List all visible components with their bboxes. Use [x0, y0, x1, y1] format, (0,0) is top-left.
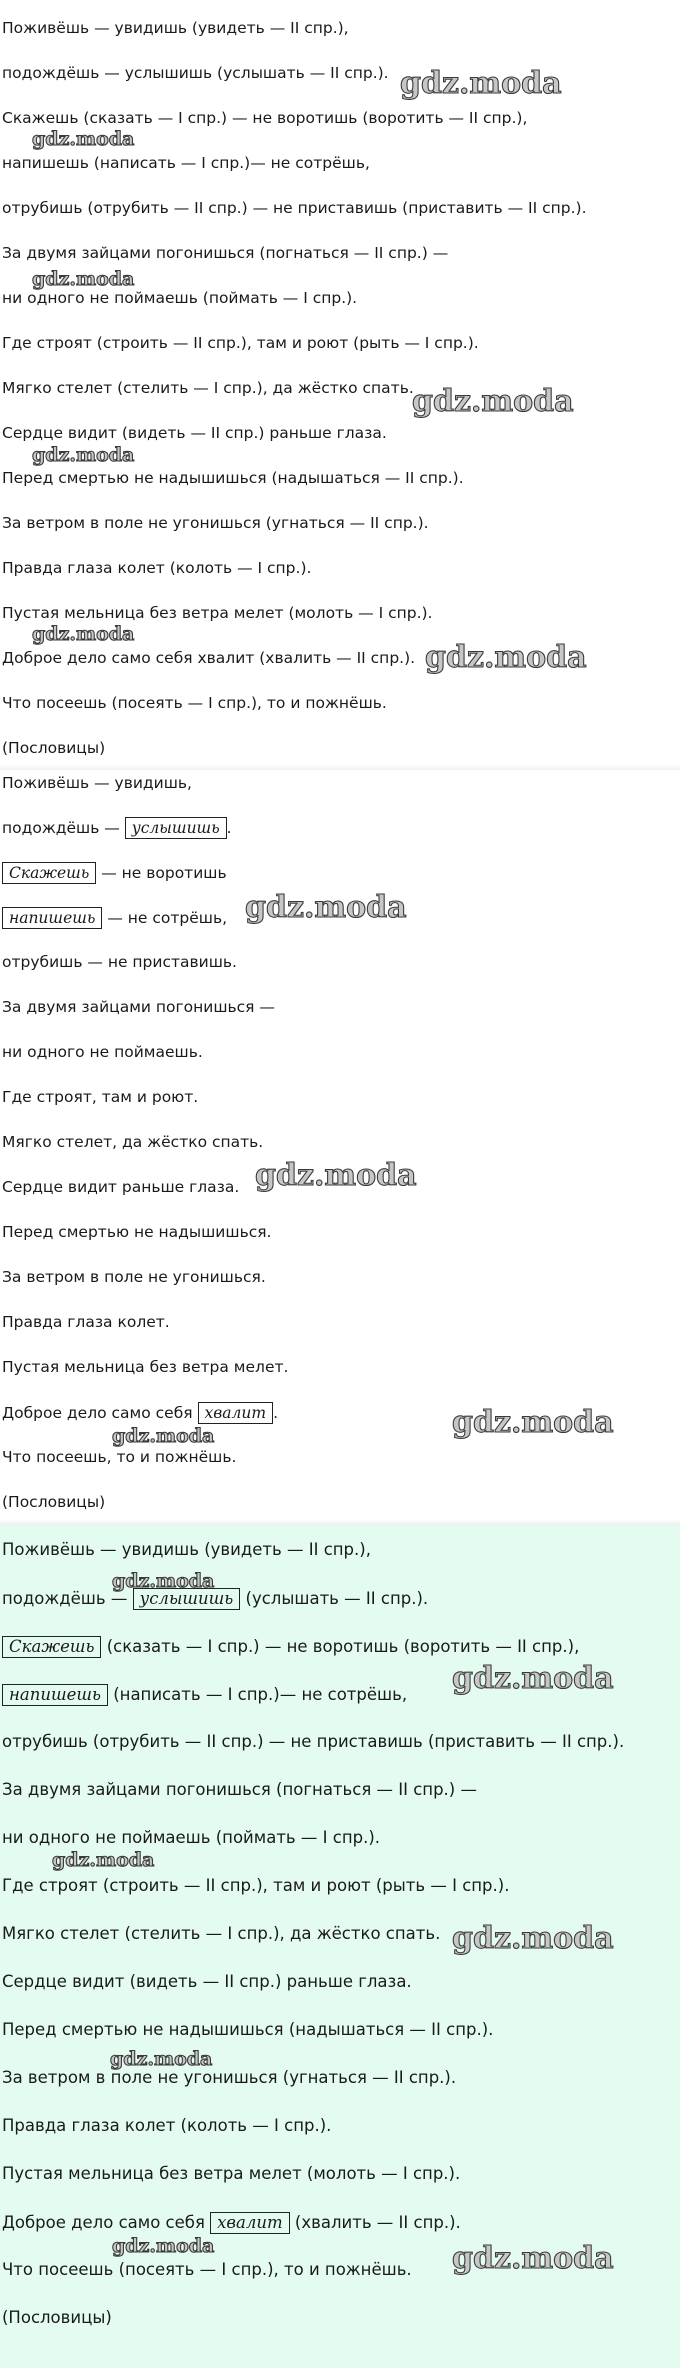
text-fragment: . — [273, 1404, 278, 1422]
section-marked-words — [0, 770, 680, 1525]
framed-word: напишешь — [2, 907, 102, 929]
text-line: Где строят (строить — II спр.), там и роют (рыть — I спр.). — [2, 1876, 510, 1895]
text-line: Перед смертью не надышишься (надышаться — II спр.). — [2, 2020, 494, 2039]
text-line — [2, 1684, 407, 1706]
text-fragment: подождёшь — — [2, 1589, 133, 1608]
text-line — [2, 817, 232, 839]
text-line: Сердце видит раньше глаза. — [2, 1178, 240, 1196]
text-line: напишешь (написать — I спр.)— не сотрёшь, — [2, 154, 370, 172]
text-fragment: (сказать — I спр.) — не воротишь (воротить — II спр.), — [101, 1637, 580, 1656]
text-line — [2, 907, 227, 929]
text-line: Поживёшь — увидишь (увидеть — II спр.), — [2, 19, 349, 37]
text-line: Пустая мельница без ветра мелет. — [2, 1358, 289, 1376]
watermark: gdz.moda — [112, 2235, 215, 2257]
text-line: Где строят (строить — II спр.), там и роют (рыть — I спр.). — [2, 334, 479, 352]
watermark: gdz.moda — [452, 1921, 614, 1956]
watermark: gdz.moda — [52, 1849, 155, 1871]
framed-word: услышишь — [125, 817, 227, 839]
text-line: Перед смертью не надышишься. — [2, 1223, 272, 1241]
text-line: Перед смертью не надышишься (надышаться — II спр.). — [2, 469, 464, 487]
text-line: (Пословицы) — [2, 2308, 112, 2327]
text-line: ни одного не поймаешь (поймать — I спр.). — [2, 1828, 381, 1847]
text-line: отрубишь (отрубить — II спр.) — не приставишь (приставить — II спр.). — [2, 199, 587, 217]
watermark: gdz.moda — [400, 66, 562, 101]
framed-word: напишешь — [2, 1684, 108, 1706]
text-line: (Пословицы) — [2, 739, 106, 757]
text-line: ни одного не поймаешь (поймать — I спр.). — [2, 289, 358, 307]
text-line — [2, 2212, 461, 2234]
text-fragment: . — [226, 819, 232, 837]
text-fragment: — не сотрёшь, — [102, 909, 228, 927]
framed-word: Скажешь — [2, 1636, 101, 1658]
text-line: За двумя зайцами погонишься — — [2, 998, 275, 1016]
text-line: отрубишь — не приставишь. — [2, 953, 237, 971]
text-fragment: Доброе дело само себя — [2, 2213, 211, 2232]
text-line: Мягко стелет (стелить — I спр.), да жёстко спать. — [2, 1924, 441, 1943]
text-line: Пустая мельница без ветра мелет (молоть — I спр.). — [2, 604, 433, 622]
section-original-text — [0, 0, 680, 770]
watermark: gdz.moda — [425, 640, 587, 675]
text-line: Мягко стелет (стелить — I спр.), да жёстко спать. — [2, 379, 414, 397]
text-line: За ветром в поле не угонишься (угнаться — II спр.). — [2, 514, 429, 532]
text-line — [2, 1636, 579, 1658]
text-line: Что посеешь (посеять — I спр.), то и пожнёшь. — [2, 694, 387, 712]
text-fragment: подождёшь — — [2, 819, 125, 837]
watermark: gdz.moda — [32, 268, 135, 290]
text-line — [2, 1402, 278, 1424]
text-line: Сердце видит (видеть — II спр.) раньше глаза. — [2, 1972, 412, 1991]
watermark: gdz.moda — [412, 384, 574, 419]
watermark: gdz.moda — [32, 444, 135, 466]
text-line: За двумя зайцами погонишься (погнаться — II спр.) — — [2, 1780, 477, 1799]
section-answer — [0, 1525, 680, 2368]
watermark: gdz.moda — [452, 1661, 614, 1696]
text-line: отрубишь (отрубить — II спр.) — не приставишь (приставить — II спр.). — [2, 1732, 625, 1751]
text-line — [2, 1588, 428, 1610]
watermark: gdz.moda — [110, 2048, 213, 2070]
text-line: Где строят, там и роют. — [2, 1088, 199, 1106]
watermark: gdz.moda — [32, 128, 135, 150]
text-fragment: (написать — I спр.)— не сотрёшь, — [107, 1685, 408, 1704]
text-line: За двумя зайцами погонишься (погнаться — II спр.) — — [2, 244, 449, 262]
text-line: Доброе дело само себя хвалит (хвалить — II спр.). — [2, 649, 416, 667]
text-line: Правда глаза колет. — [2, 1313, 170, 1331]
text-line: Поживёшь — увидишь (увидеть — II спр.), — [2, 1540, 371, 1559]
text-line: Пустая мельница без ветра мелет (молоть — I спр.). — [2, 2164, 461, 2183]
framed-word: хвалит — [198, 1402, 274, 1424]
text-line: Правда глаза колет (колоть — I спр.). — [2, 2116, 332, 2135]
text-line: (Пословицы) — [2, 1493, 106, 1511]
watermark: gdz.moda — [32, 623, 135, 645]
text-line: Что посеешь (посеять — I спр.), то и пожнёшь. — [2, 2260, 412, 2279]
watermark: gdz.moda — [112, 1570, 215, 1592]
framed-word: Скажешь — [2, 862, 96, 884]
text-line: подождёшь — услышишь (услышать — II спр.). — [2, 64, 389, 82]
text-line: Скажешь (сказать — I спр.) — не воротишь (воротить — II спр.), — [2, 109, 528, 127]
text-line: Сердце видит (видеть — II спр.) раньше глаза. — [2, 424, 387, 442]
text-line: За ветром в поле не угонишься. — [2, 1268, 266, 1286]
text-fragment: (услышать — II спр.). — [240, 1589, 429, 1608]
watermark: gdz.moda — [112, 1425, 215, 1447]
text-fragment: — не воротишь — [96, 864, 227, 882]
text-line: ни одного не поймаешь. — [2, 1043, 203, 1061]
watermark: gdz.moda — [452, 2241, 614, 2276]
text-line: Что посеешь, то и пожнёшь. — [2, 1448, 237, 1466]
text-line: За ветром в поле не угонишься (угнаться — II спр.). — [2, 2068, 457, 2087]
text-fragment: Доброе дело само себя — [2, 1404, 198, 1422]
watermark: gdz.moda — [245, 890, 407, 925]
framed-word: хвалит — [210, 2212, 290, 2234]
text-line: Мягко стелет, да жёстко спать. — [2, 1133, 264, 1151]
watermark: gdz.moda — [255, 1158, 417, 1193]
framed-word: услышишь — [133, 1588, 241, 1610]
text-line: Правда глаза колет (колоть — I спр.). — [2, 559, 312, 577]
watermark: gdz.moda — [452, 1405, 614, 1440]
text-line: Поживёшь — увидишь, — [2, 774, 192, 792]
text-fragment: (хвалить — II спр.). — [289, 2213, 461, 2232]
text-line — [2, 862, 227, 884]
